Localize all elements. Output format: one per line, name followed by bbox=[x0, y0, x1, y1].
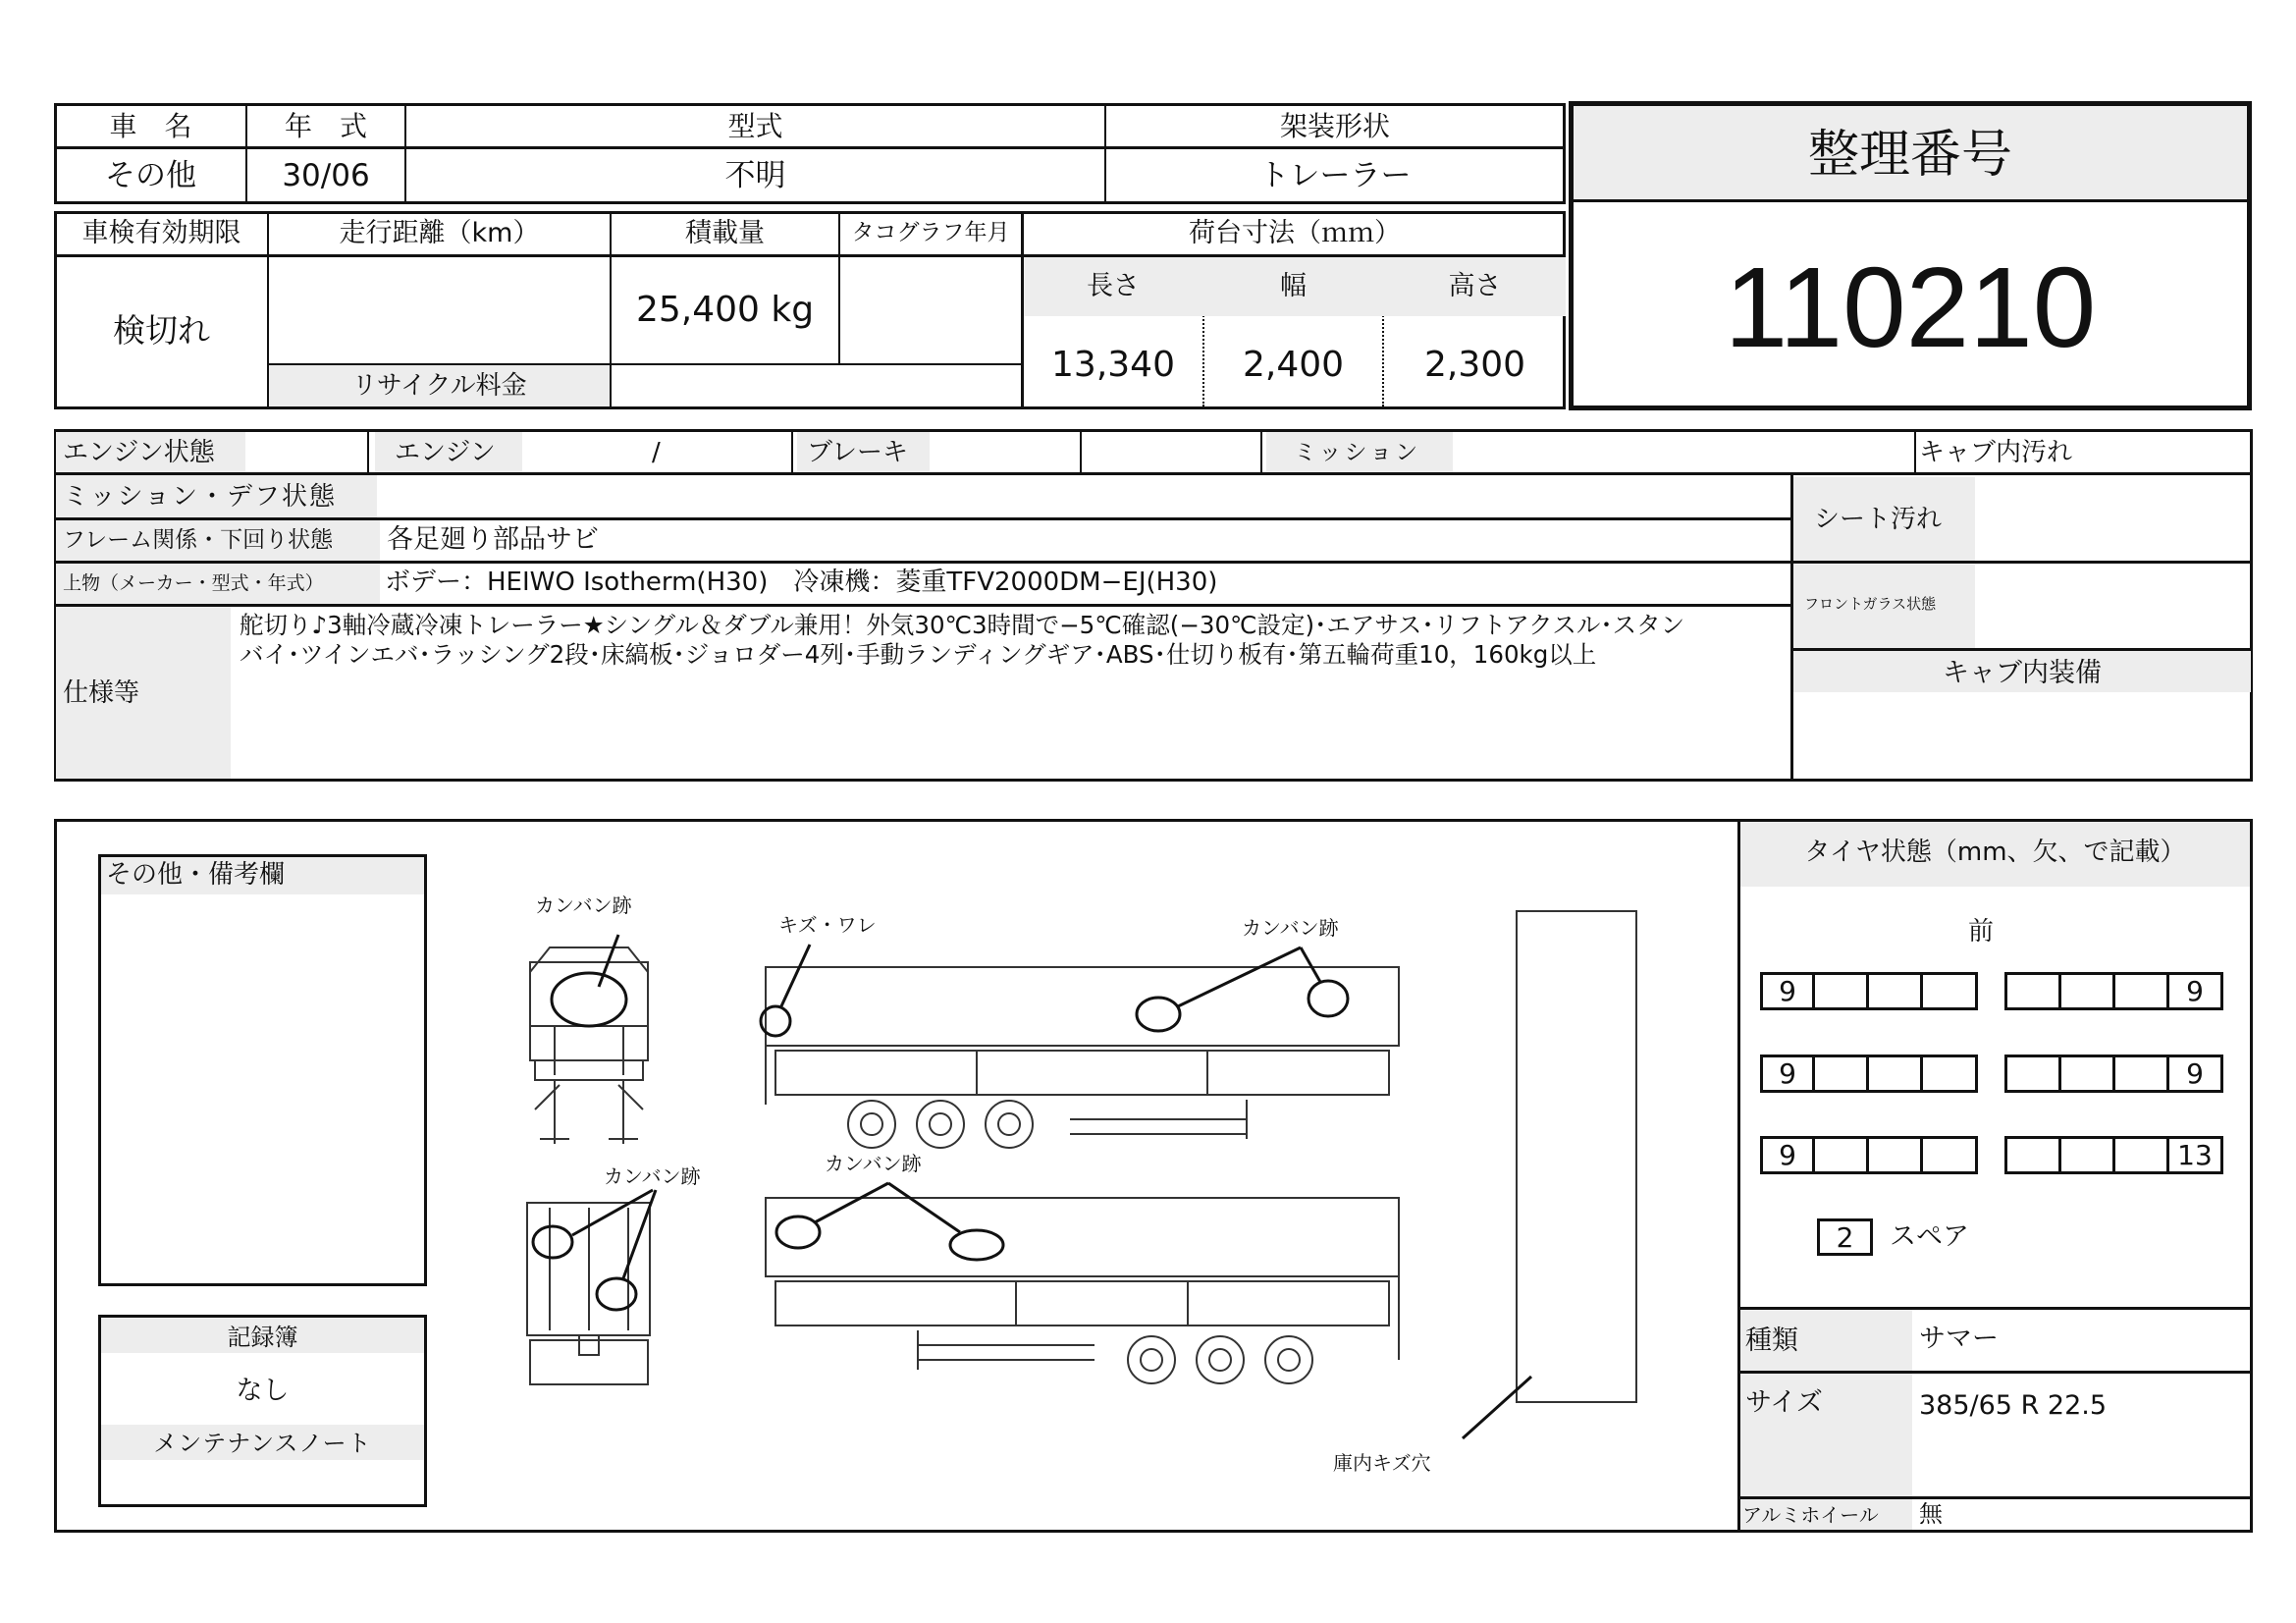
damage-marker bbox=[597, 1278, 636, 1310]
annotation-scratch-crack: キズ・ワレ bbox=[778, 913, 877, 937]
other-notes-label: その他・備考欄 bbox=[106, 860, 286, 890]
trailer-front-view bbox=[530, 947, 648, 1144]
frame-label: フレーム関係・下回り状態 bbox=[63, 527, 334, 553]
record-book-value: なし bbox=[236, 1376, 290, 1406]
header-inspection: 車検有効期限 bbox=[81, 218, 241, 248]
header-car-name: 車 名 bbox=[109, 110, 192, 142]
trailer-floor-outline bbox=[1517, 911, 1636, 1402]
damage-marker bbox=[552, 973, 626, 1026]
tire-right-depth: 13 bbox=[2166, 1136, 2223, 1174]
engine-state-label: エンジン状態 bbox=[63, 438, 215, 467]
spare-count: 2 bbox=[1817, 1218, 1873, 1256]
seat-dirt-label: シート汚れ bbox=[1814, 505, 1943, 534]
mission-diff-label: ミッション・デフ状態 bbox=[63, 482, 337, 512]
dim-length-label: 長さ bbox=[1087, 271, 1140, 301]
spec-label: 仕様等 bbox=[63, 678, 140, 708]
engine-separator: / bbox=[652, 438, 661, 467]
dim-height-value: 2,300 bbox=[1423, 345, 1526, 385]
damage-marker bbox=[1308, 981, 1348, 1016]
header-recycle-fee: リサイクル料金 bbox=[351, 371, 527, 401]
header-model: 型式 bbox=[727, 110, 783, 142]
record-book-label: 記録簿 bbox=[227, 1324, 298, 1351]
maintenance-note-label: メンテナンスノート bbox=[153, 1430, 372, 1457]
spec-text-line2: バイ･ツインエバ･ラッシング2段･床縞板･ジョロダー4列･手動ランディングギア･ABS･仕切り板有･第五輪荷重10，160kg以上 bbox=[240, 640, 1597, 669]
body-type-value: トレーラー bbox=[1258, 158, 1412, 193]
tire-left-depth: 9 bbox=[1760, 1055, 1815, 1093]
tire-type-label: 種類 bbox=[1745, 1325, 1798, 1356]
serial-label: 整理番号 bbox=[1807, 126, 2012, 185]
dim-width-value: 2,400 bbox=[1242, 345, 1345, 385]
tire-section-title: タイヤ状態（mm、欠、で記載） bbox=[1804, 838, 2186, 867]
load-value: 25,400 kg bbox=[635, 290, 815, 330]
upper-body-value: ボデー：HEIWO Isotherm(H30) 冷凍機：菱重TFV2000DM−EJ(H30) bbox=[385, 568, 1218, 597]
trailer-side-view-left bbox=[766, 967, 1399, 1148]
tire-size-value: 385/65 R 22.5 bbox=[1919, 1390, 2108, 1421]
trailer-rear-view bbox=[527, 1203, 650, 1384]
year-value: 30/06 bbox=[282, 158, 370, 193]
aluminum-wheel-label: アルミホイール bbox=[1742, 1503, 1879, 1527]
header-year: 年 式 bbox=[284, 110, 367, 142]
dim-height-label: 高さ bbox=[1448, 271, 1502, 301]
annotation-kanban-rear: カンバン跡 bbox=[604, 1164, 701, 1188]
damage-marker bbox=[776, 1217, 820, 1248]
serial-number: 110210 bbox=[1724, 243, 2097, 371]
header-bed-dimensions: 荷台寸法（ｍｍ） bbox=[1189, 218, 1401, 248]
annotation-interior-damage: 庫内キズ穴 bbox=[1333, 1451, 1431, 1475]
tire-right-depth: 9 bbox=[2166, 1055, 2223, 1093]
spare-label: スペア bbox=[1890, 1221, 1969, 1252]
upper-body-label: 上物（メーカー・型式・年式） bbox=[63, 572, 324, 594]
mission-label: ミッション bbox=[1294, 440, 1421, 465]
tire-right-depth: 9 bbox=[2166, 972, 2223, 1010]
damage-marker bbox=[950, 1230, 1003, 1260]
damage-marker bbox=[1137, 998, 1180, 1031]
spec-text-line1: 舵切り♪3軸冷蔵冷凍トレーラー★シングル＆ダブル兼用！外気30℃3時間で−5℃確認(−30℃設定)･エアサス･リフトアクスル･スタン bbox=[240, 611, 1685, 639]
dim-width-label: 幅 bbox=[1280, 271, 1307, 301]
car-name-value: その他 bbox=[105, 158, 196, 193]
engine-label: エンジン bbox=[395, 438, 496, 467]
brake-label: ブレーキ bbox=[807, 438, 908, 467]
trailer-side-view-right bbox=[766, 1198, 1399, 1383]
header-load: 積載量 bbox=[685, 218, 765, 248]
cab-dirt-label: キャブ内汚れ bbox=[1919, 438, 2073, 467]
header-body-type: 架装形状 bbox=[1279, 110, 1390, 142]
header-mileage: 走行距離（km） bbox=[339, 218, 540, 248]
tire-type-value: サマー bbox=[1919, 1324, 1999, 1354]
aluminum-wheel-value: 無 bbox=[1919, 1500, 1943, 1528]
header-tachograph: タコグラフ年月 bbox=[851, 220, 1010, 245]
annotation-kanban-front: カンバン跡 bbox=[535, 893, 632, 917]
tire-left-depth: 9 bbox=[1760, 972, 1815, 1010]
damage-marker bbox=[533, 1226, 572, 1258]
tire-front-label: 前 bbox=[1967, 917, 1994, 947]
cab-equipment-label: キャブ内装備 bbox=[1943, 658, 2102, 688]
windshield-label: フロントガラス状態 bbox=[1804, 595, 1937, 613]
tire-size-label: サイズ bbox=[1745, 1387, 1823, 1418]
frame-value: 各足廻り部品サビ bbox=[387, 524, 599, 555]
model-value: 不明 bbox=[724, 158, 786, 193]
annotation-kanban-side: カンバン跡 bbox=[1242, 916, 1339, 940]
inspection-value: 検切れ bbox=[113, 311, 210, 350]
annotation-kanban-side2: カンバン跡 bbox=[825, 1152, 922, 1175]
dim-length-value: 13,340 bbox=[1051, 345, 1175, 385]
tire-left-depth: 9 bbox=[1760, 1136, 1815, 1174]
